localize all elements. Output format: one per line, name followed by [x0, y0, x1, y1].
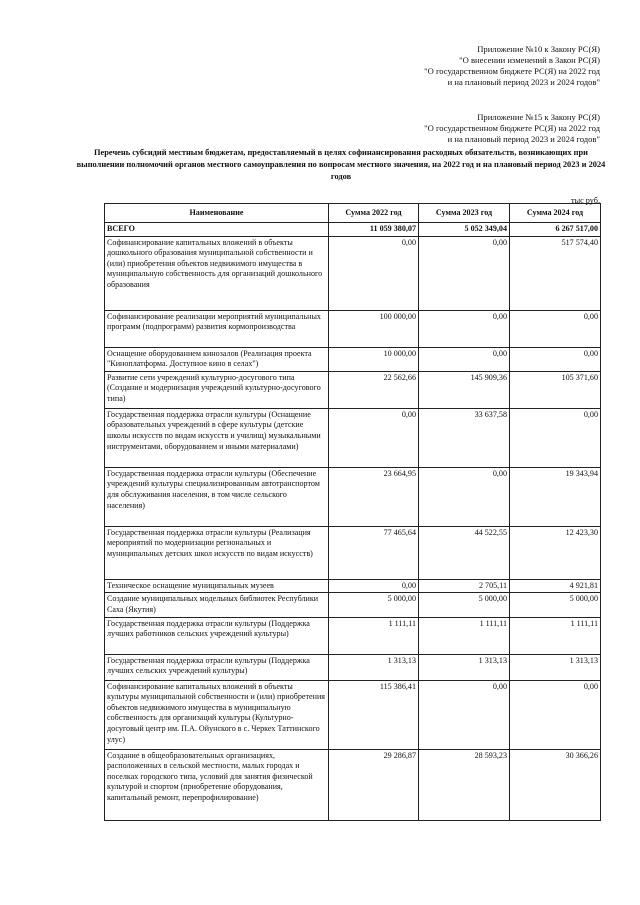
amount-2024: 5 000,00 [510, 593, 601, 617]
subsidy-name: Государственная поддержка отрасли культуры (Поддержка лучших сельских учреждений культуры) [105, 654, 329, 680]
amount-2023: 2 705,11 [419, 579, 510, 593]
subsidy-name: Оснащение оборудованием кинозалов (Реализация проекта "Киноплатформа. Доступное кино в селах") [105, 347, 329, 371]
amount-2022: 100 000,00 [329, 310, 419, 347]
appendix-line: "О государственном бюджете РС(Я) на 2022 год [424, 66, 600, 76]
appendix-line: "О государственном бюджете РС(Я) на 2022 год [424, 123, 600, 133]
amount-2022: 77 465,64 [329, 526, 419, 579]
amount-2023: 5 000,00 [419, 593, 510, 617]
amount-2022: 115 386,41 [329, 680, 419, 749]
column-header-2023: Сумма 2023 год [419, 204, 510, 223]
amount-2023: 1 111,11 [419, 617, 510, 654]
amount-2023: 0,00 [419, 310, 510, 347]
amount-2022: 23 664,95 [329, 467, 419, 526]
table-row [105, 236, 601, 310]
column-header-name: Наименование [105, 204, 329, 223]
table-row [105, 617, 601, 654]
table-row [105, 680, 601, 749]
appendix-line: и на плановый период 2023 и 2024 годов" [447, 134, 600, 144]
amount-2023: 44 522,55 [419, 526, 510, 579]
table-row [105, 749, 601, 820]
table-row [105, 408, 601, 467]
table-row [105, 347, 601, 371]
amount-2023: 0,00 [419, 467, 510, 526]
amount-2023: 0,00 [419, 680, 510, 749]
subsidy-name: Создание в общеобразовательных организациях, расположенных в сельской местности, малых городах и поселках городского типа, условий для занятия физической культурой и спортом (приобретение оборудования, капитальный ремонт, перепрофилирование) [105, 749, 329, 820]
amount-2022: 10 000,00 [329, 347, 419, 371]
appendix-15-header [424, 112, 600, 145]
amount-2024: 12 423,30 [510, 526, 601, 579]
appendix-line: "О внесении изменений в Закон РС(Я) [459, 55, 600, 65]
appendix-line: Приложение №10 к Закону РС(Я) [477, 44, 600, 54]
amount-2022: 0,00 [329, 408, 419, 467]
amount-2022: 1 313,13 [329, 654, 419, 680]
table-row [105, 593, 601, 617]
subsidy-name: Софинансирование капитальных вложений в объекты дошкольного образования муниципальной собственности и (или) приобретения объектов недвижимого имущества в муниципальную собственность для организаций дошкольного образования [105, 236, 329, 310]
table-row [105, 310, 601, 347]
amount-2024: 30 366,26 [510, 749, 601, 820]
total-2022: 11 059 380,07 [329, 223, 419, 237]
amount-2022: 22 562,66 [329, 371, 419, 408]
subsidy-name: Государственная поддержка отрасли культуры (Обеспечение учреждений культуры специализированным автотранспортом для обслуживания населения, в том числе сельского населения) [105, 467, 329, 526]
subsidy-name: Создание муниципальных модельных библиотек Республики Саха (Якутия) [105, 593, 329, 617]
column-header-2022: Сумма 2022 год [329, 204, 419, 223]
amount-2022: 0,00 [329, 236, 419, 310]
table-row [105, 371, 601, 408]
total-2023: 5 052 349,04 [419, 223, 510, 237]
amount-2023: 1 313,13 [419, 654, 510, 680]
unit-label: тыс руб. [571, 196, 600, 205]
amount-2023: 0,00 [419, 236, 510, 310]
amount-2024: 0,00 [510, 310, 601, 347]
appendix-10-header [424, 44, 600, 88]
subsidy-name: Развитие сети учреждений культурно-досугового типа (Создание и модернизация учреждений культурно-досугового типа) [105, 371, 329, 408]
document-title: Перечень субсидий местным бюджетам, предоставляемый в целях софинансирования расходных обязательств, возникающих при выполнении полномочий органов местного самоуправления по вопросам местного значения, на 2022 год и на плановый период 2023 и 2024 годов [76, 148, 606, 181]
total-label: ВСЕГО [105, 223, 329, 237]
table-row [105, 526, 601, 579]
table-row [105, 467, 601, 526]
table-header-row [105, 204, 601, 223]
amount-2022: 0,00 [329, 579, 419, 593]
subsidy-name: Государственная поддержка отрасли культуры (Оснащение образовательных учреждений в сфере культуры (детские школы искусств по видам искусств и училищ) музыкальными инструментами, оборудованием и иными материалами) [105, 408, 329, 467]
amount-2022: 5 000,00 [329, 593, 419, 617]
subsidy-name: Софинансирование капитальных вложений в объекты культуры муниципальной собственности и (или) приобретения объектов недвижимого имущества в муниципальную собственность для организаций культуры (Культурно-досуговый центр им. П.А. Ойунского в с. Черкех Таттинского улус) [105, 680, 329, 749]
subsidy-name: Государственная поддержка отрасли культуры (Поддержка лучших работников сельских учреждений культуры) [105, 617, 329, 654]
column-header-2024: Сумма 2024 год [510, 204, 601, 223]
amount-2024: 1 111,11 [510, 617, 601, 654]
amount-2024: 4 921,81 [510, 579, 601, 593]
subsidy-name: Софинансирование реализации мероприятий муниципальных программ (подпрограмм) развития кормопроизводства [105, 310, 329, 347]
appendix-line: Приложение №15 к Закону РС(Я) [477, 112, 600, 122]
amount-2024: 0,00 [510, 347, 601, 371]
amount-2022: 29 286,87 [329, 749, 419, 820]
amount-2023: 145 909,36 [419, 371, 510, 408]
subsidy-name: Государственная поддержка отрасли культуры (Реализация мероприятий по модернизации региональных и муниципальных детских школ искусств по видам искусств) [105, 526, 329, 579]
subsidies-table [104, 203, 601, 821]
subsidy-name: Техническое оснащение муниципальных музеев [105, 579, 329, 593]
amount-2023: 28 593,23 [419, 749, 510, 820]
amount-2022: 1 111,11 [329, 617, 419, 654]
amount-2024: 517 574,40 [510, 236, 601, 310]
total-row [105, 223, 601, 237]
amount-2023: 0,00 [419, 347, 510, 371]
amount-2024: 19 343,94 [510, 467, 601, 526]
amount-2024: 105 371,60 [510, 371, 601, 408]
table-row [105, 654, 601, 680]
amount-2023: 33 637,58 [419, 408, 510, 467]
amount-2024: 1 313,13 [510, 654, 601, 680]
total-2024: 6 267 517,00 [510, 223, 601, 237]
appendix-line: и на плановый период 2023 и 2024 годов" [447, 77, 600, 87]
amount-2024: 0,00 [510, 680, 601, 749]
table-row [105, 579, 601, 593]
amount-2024: 0,00 [510, 408, 601, 467]
